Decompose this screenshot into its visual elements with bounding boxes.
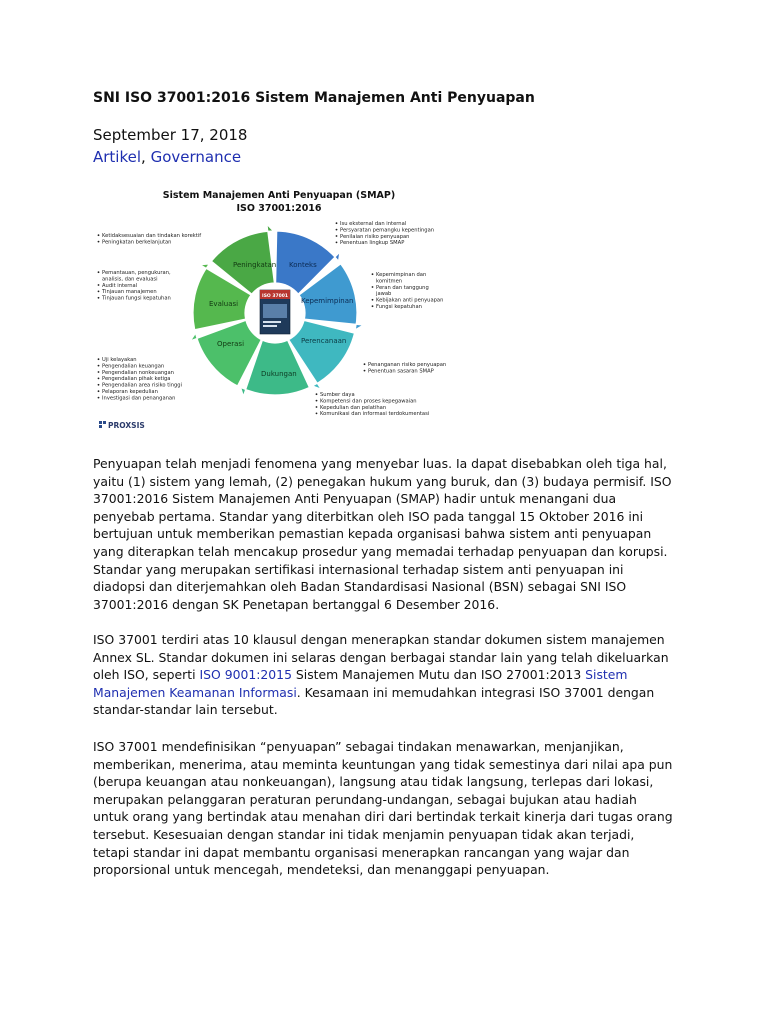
p2-line: ISO 37001 terdiri atas 10 klausul dengan menerapkan standar dokumen sistem manajemen xyxy=(93,632,665,647)
bullet-dot xyxy=(98,241,100,243)
bullet-dot xyxy=(316,413,318,415)
bullet-text-kepemimpinan: Kebijakan anti penyuapan xyxy=(376,297,444,304)
p3-line: proporsional untuk mencegah, mendeteksi, dan menanggapi penyuapan. xyxy=(93,862,550,878)
segment-label-operasi: Operasi xyxy=(217,340,245,348)
bullet-text-dukungan: Komunikasi dan informasi terdokumentasi xyxy=(320,411,430,418)
p2-line xyxy=(93,684,683,702)
bullet-text-konteks: Penilaian risiko penyuapan xyxy=(340,233,410,240)
link-smki-part2[interactable]: Manajemen Keamanan Informasi xyxy=(93,684,297,700)
p1-line: penyebab pertama. Standar yang diterbitkan oleh ISO pada tanggal 15 Oktober 2016 ini xyxy=(93,508,644,524)
p2-line xyxy=(93,666,683,684)
bullet-text-dukungan: Kepedulian dan pelatihan xyxy=(320,404,387,411)
bullet-text-operasi: Uji kelayakan xyxy=(102,357,137,363)
p1-line: Penyuapan telah menjadi fenomena yang menyebar luas. Ia dapat disebabkan oleh tiga hal, xyxy=(93,456,667,471)
category-separator: , xyxy=(141,148,151,166)
bullet-dot xyxy=(98,378,100,380)
bullet-text-operasi: Pengendalian keuangan xyxy=(102,363,165,370)
bullet-dot xyxy=(98,365,100,367)
p3-line: memberikan, menerima, atau meminta keuntungan yang tidak semestinya dari nilai apa pun xyxy=(93,756,673,772)
p2-text: oleh ISO, seperti xyxy=(93,667,200,683)
p1-line: 37001:2016 dengan SK Penetapan bertanggal 6 Desember 2016. xyxy=(93,596,500,612)
bullet-dot xyxy=(98,234,100,236)
bullet-dot xyxy=(98,390,100,392)
segment-label-perencanaan: Perencanaan xyxy=(301,337,347,345)
diagram-title: Sistem Manajemen Anti Penyuapan (SMAP) xyxy=(162,190,396,201)
link-iso-9001[interactable]: ISO 9001:2015 xyxy=(199,667,292,683)
p1-line: yang diterapkan telah mencakup prosedur yang memadai terhadap penyuapan dan korupsi. xyxy=(93,543,668,559)
p1-line: 37001:2016 Sistem Manajemen Anti Penyuapan (SMAP) hadir untuk menangani dua xyxy=(93,491,617,507)
bullet-text-evaluasi: Tinjauan manajemen xyxy=(102,289,157,296)
standard-book-image xyxy=(260,290,290,334)
bullet-text-dukungan: Sumber daya xyxy=(320,392,355,398)
bullet-dot xyxy=(336,235,338,237)
p2-text: . Kesamaan ini memudahkan integrasi ISO 37001 dengan xyxy=(296,684,655,700)
bullet-text-operasi: Investigasi dan penanganan xyxy=(102,395,176,402)
segment-label-konteks: Konteks xyxy=(289,261,317,269)
bullet-text-kepemimpinan: komitmen xyxy=(376,278,403,285)
bullet-text-peningkatan: Ketidaksesuaian dan tindakan korektif xyxy=(102,233,202,239)
segment-label-kepemimpinan: Kepemimpinan xyxy=(301,297,354,305)
p3-line: ISO 37001 mendefinisikan “penyuapan” sebagai tindakan menawarkan, menjanjikan, xyxy=(93,739,624,754)
p2-text: Sistem Manajemen Mutu dan ISO 27001:2013 xyxy=(291,667,586,683)
bullet-dot xyxy=(372,299,374,301)
p3-line: tersebut. Kesesuaian dengan standar ini tidak menjamin penyuapan tidak akan terjadi, xyxy=(93,826,635,842)
p1-line: bertujuan untuk memberikan pemastian kepada organisasi bahwa sistem anti penyuapan xyxy=(93,526,652,542)
bullet-dot xyxy=(98,371,100,373)
bullet-dot xyxy=(98,358,100,360)
link-smki-part1[interactable]: Sistem xyxy=(585,667,628,683)
paragraph-1 xyxy=(93,455,683,613)
book-label: ISO 37001 xyxy=(262,294,288,299)
bullet-text-kepemimpinan: Peran dan tanggung xyxy=(376,284,429,291)
paragraph-3 xyxy=(93,738,683,879)
p3-line: tetapi standar ini dapat membantu organisasi menerapkan rancangan yang wajar dan xyxy=(93,844,630,860)
bullet-text-konteks: Penentuan lingkup SMAP xyxy=(340,240,405,247)
bullet-text-operasi: Pengendalian area risiko tinggi xyxy=(102,382,183,389)
bullet-text-evaluasi: Audit internal xyxy=(102,282,138,289)
bullet-text-peningkatan: Peningkatan berkelanjutan xyxy=(102,239,172,246)
bullet-text-perencanaan: Penanganan risiko penyuapan xyxy=(368,362,447,368)
article-date: September 17, 2018 xyxy=(93,126,248,144)
p3-line: merupakan pelanggaran peraturan perundang-undangan, sebagai bujukan atau hadiah xyxy=(93,791,637,807)
bullet-dot xyxy=(98,291,100,293)
bullet-dot xyxy=(316,393,318,395)
category-link-governance[interactable]: Governance xyxy=(150,148,242,166)
bullet-dot xyxy=(98,297,100,299)
p2-line: standar-standar lain tersebut. xyxy=(93,702,278,718)
paragraph-2 xyxy=(93,631,683,719)
bullet-dot xyxy=(364,370,366,372)
p2-line: Annex SL. Standar dokumen ini selaras dengan berbagai standar lain yang telah dikeluarkan xyxy=(93,649,669,665)
bullet-dot xyxy=(316,406,318,408)
bullet-dot xyxy=(336,242,338,244)
bullet-dot xyxy=(98,284,100,286)
p1-line: yaitu (1) sistem yang lemah, (2) penegakan hukum yang buruk, dan (3) budaya permisif. ISO xyxy=(93,473,672,489)
bullet-dot xyxy=(98,271,100,273)
segment-label-dukungan: Dukungan xyxy=(261,370,297,378)
bullet-text-evaluasi: Tinjauan fungsi kepatuhan xyxy=(102,295,171,302)
bullet-text-dukungan: Kompetensi dan proses kepegawaian xyxy=(320,398,417,405)
bullet-dot xyxy=(316,400,318,402)
bullet-text-operasi: Pengendalian nonkeuangan xyxy=(102,369,174,376)
bullet-dot xyxy=(98,397,100,399)
bullet-dot xyxy=(372,286,374,288)
bullet-text-kepemimpinan: Kepemimpinan dan xyxy=(376,272,427,278)
bullet-text-operasi: Pelaporan kepedulian xyxy=(102,389,158,395)
smap-diagram xyxy=(93,180,465,438)
bullet-dot xyxy=(336,222,338,224)
category-link-artikel[interactable]: Artikel xyxy=(93,148,142,166)
bullet-text-evaluasi: Pemantauan, pengukuran, xyxy=(102,270,171,276)
bullet-text-kepemimpinan: jawab xyxy=(376,291,392,298)
bullet-dot xyxy=(372,305,374,307)
bullet-text-konteks: Isu eksternal dan internal xyxy=(340,221,407,227)
diagram-subtitle: ISO 37001:2016 xyxy=(236,203,322,214)
article-categories xyxy=(93,148,241,166)
bullet-dot xyxy=(336,229,338,231)
bullet-dot xyxy=(372,273,374,275)
p3-line: (berupa keuangan atau nonkeuangan), langsung atau tidak langsung, terlepas dari lokasi, xyxy=(93,774,654,790)
p1-line: diadopsi dan diterjemahkan oleh Badan Standardisasi Nasional (BSN) sebagai SNI ISO xyxy=(93,579,627,595)
segment-label-peningkatan: Peningkatan xyxy=(233,261,277,269)
bullet-text-evaluasi: analisis, dan evaluasi xyxy=(102,276,158,283)
bullet-dot xyxy=(98,384,100,386)
article-title: SNI ISO 37001:2016 Sistem Manajemen Anti Penyuapan xyxy=(93,90,535,106)
bullet-text-operasi: Pengendalian pihak ketiga xyxy=(102,376,171,383)
logo-text: PROXSIS xyxy=(108,421,145,430)
bullet-text-perencanaan: Penentuan sasaran SMAP xyxy=(368,368,434,375)
p3-line: untuk orang yang bertindak atau menahan diri dari bertindak terkait kinerja dari tugas orang xyxy=(93,809,673,825)
bullet-text-kepemimpinan: Fungsi kepatuhan xyxy=(376,304,422,310)
bullet-text-konteks: Persyaratan pemangku kepentingan xyxy=(340,227,435,234)
segment-label-evaluasi: Evaluasi xyxy=(209,300,239,308)
bullet-dot xyxy=(364,363,366,365)
p1-line: Standar yang merupakan sertifikasi internasional terhadap sistem anti penyuapan ini xyxy=(93,561,624,577)
